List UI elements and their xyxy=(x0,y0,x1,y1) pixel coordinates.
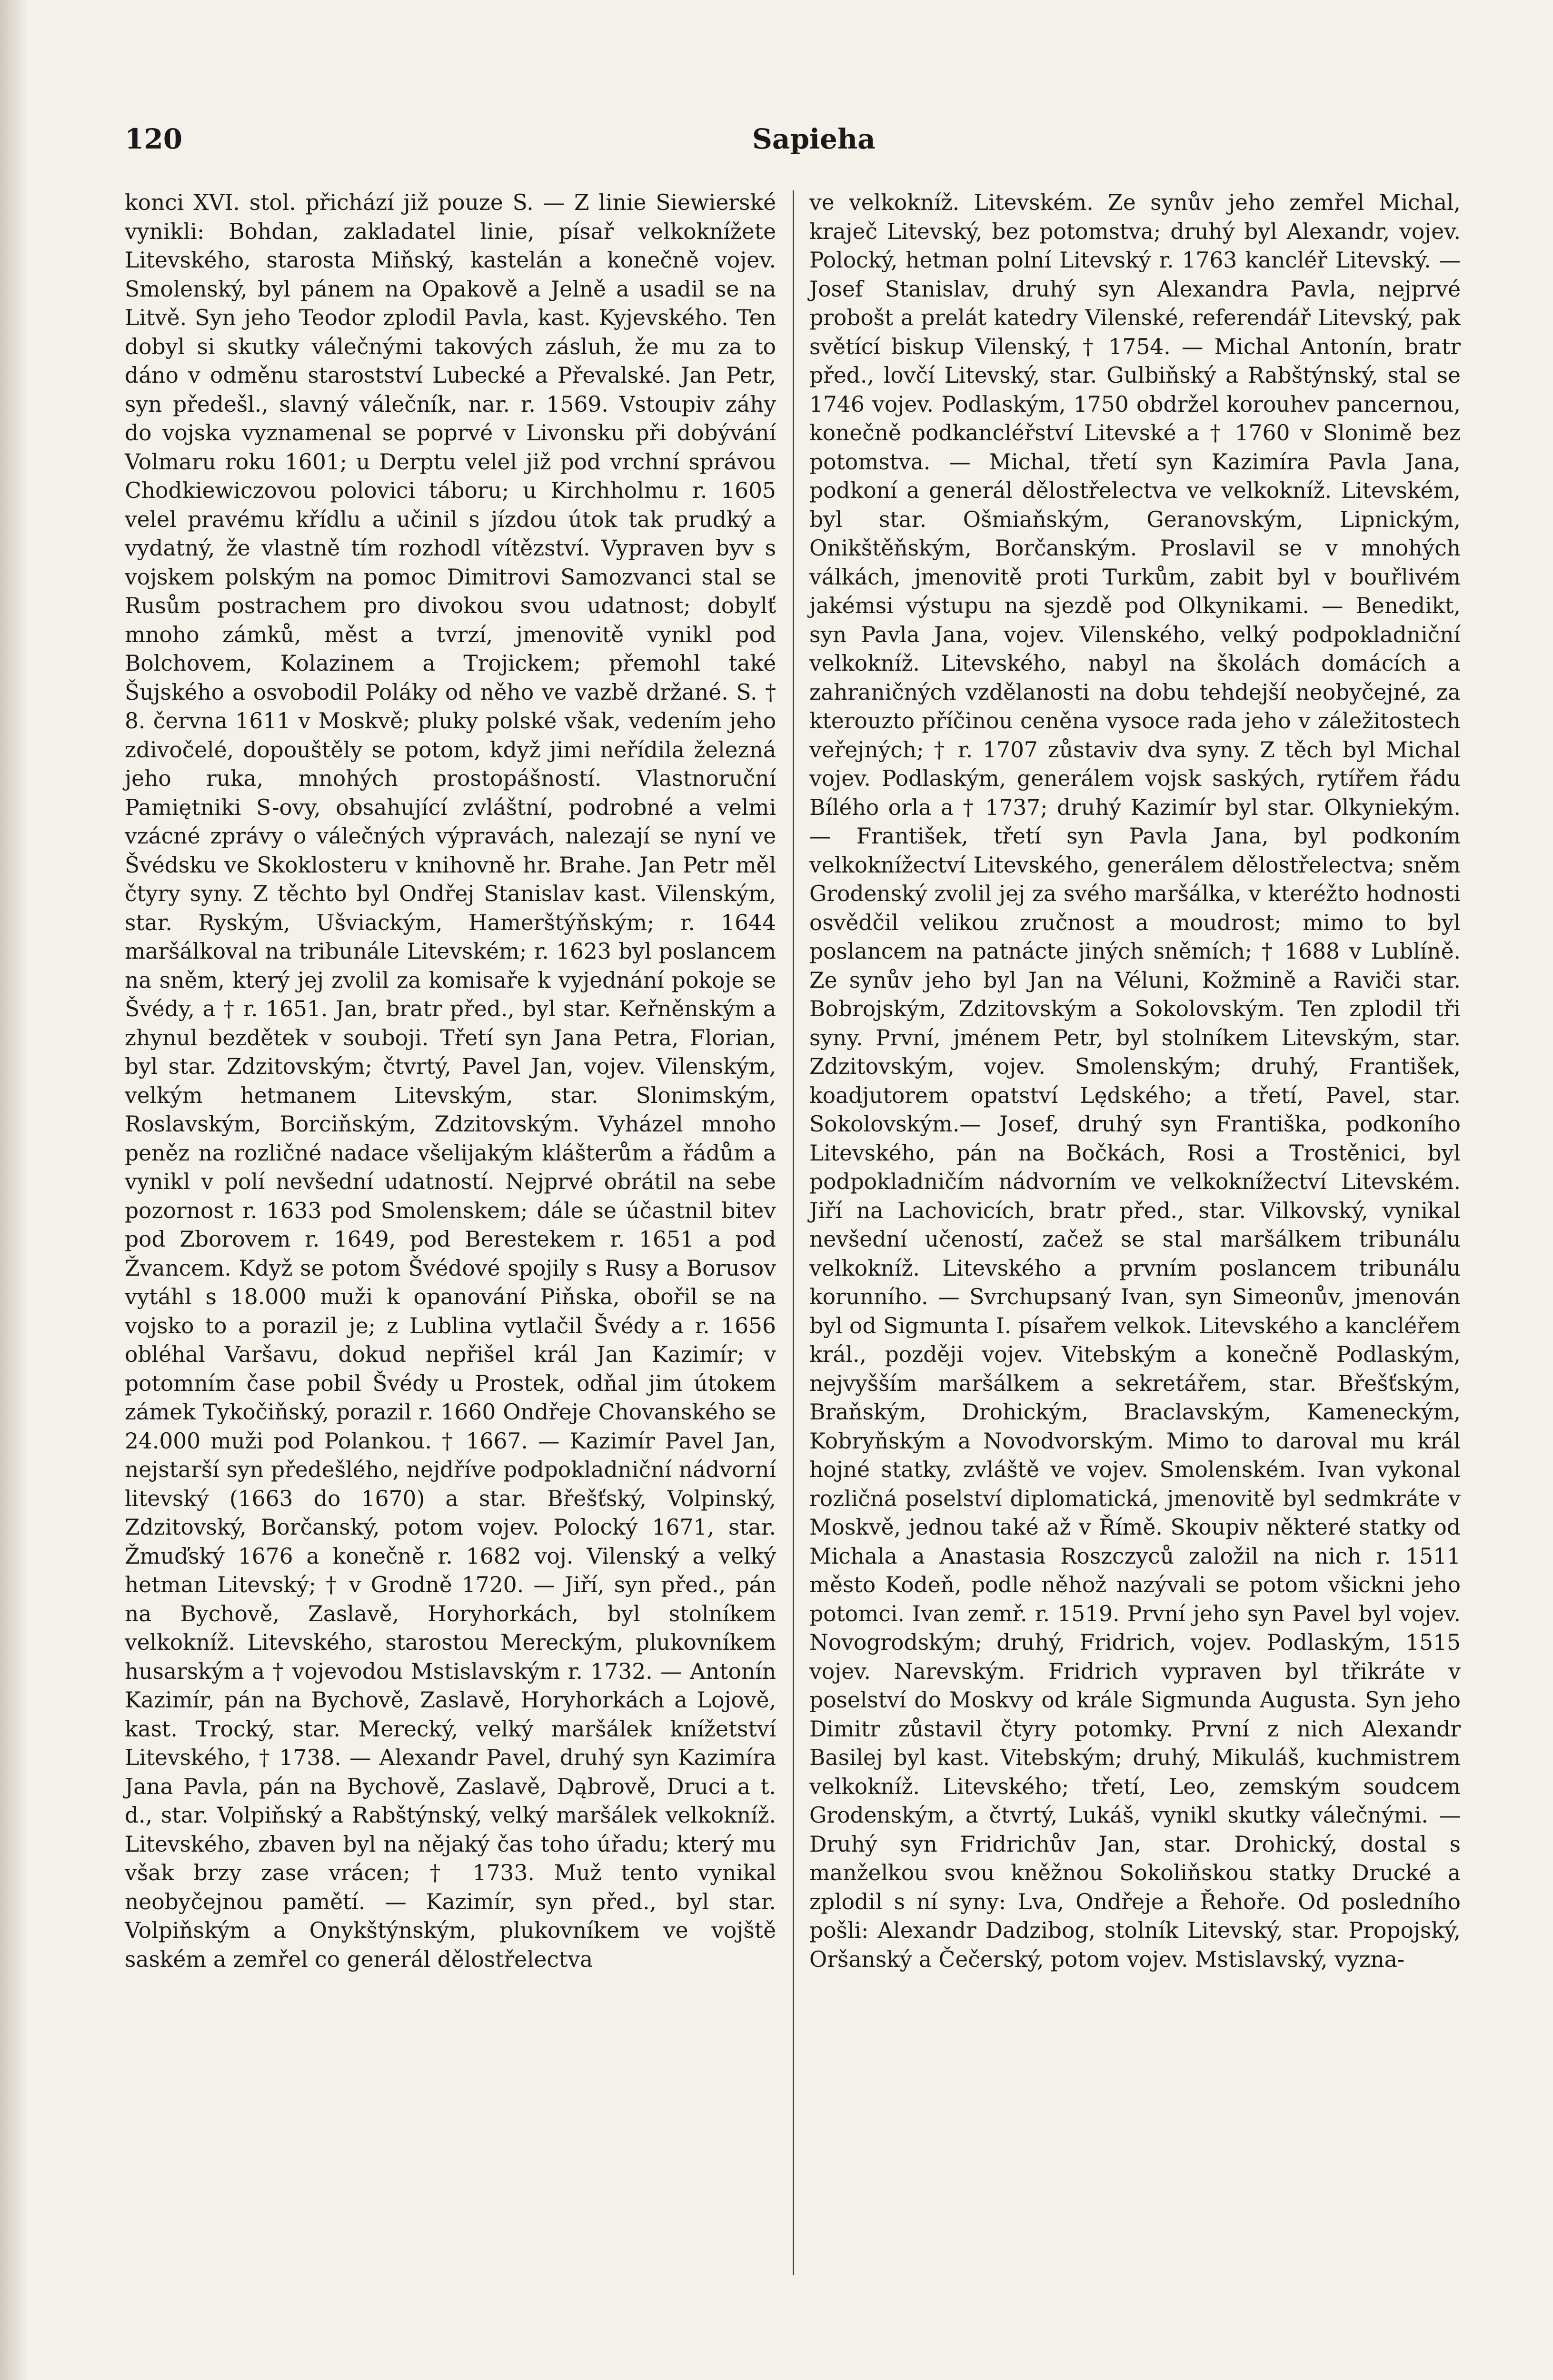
binding-shadow xyxy=(0,0,29,2380)
column-divider xyxy=(793,190,794,2275)
right-column xyxy=(809,188,1461,1974)
left-column-text: konci XVI. stol. přichází již pouze S. — Z linie Siewierské vynikli: Bohdan, zakladatel linie, písař velkoknížete Litevského, starosta Miňský, kastelán a konečně vojev. Smolenský, byl pánem na Opakově a Jelně a usadil se na Litvě. Syn jeho Teodor zplodil Pavla, kast. Kyjevského. Ten dobyl si skutky válečnými takových zásluh, že mu za to dáno v odměnu starostství Lubecké a Převalské. Jan Petr, syn předešl., slavný válečník, nar. r. 1569. Vstoupiv záhy do vojska vyznamenal se poprvé v Livonsku při dobývání Volmaru roku 1601; u Derptu velel již pod vrchní správou Chodkiewiczovou polovici táboru; u Kirchholmu r. 1605 velel pravému křídlu a učinil s jízdou útok tak prudký a vydatný, že vlastně tím rozhodl vítězství. Vypraven byv s vojskem polským na pomoc Dimitrovi Samozvanci stal se Rusům postrachem pro divokou svou udatnost; dobylť mnoho zámků, měst a tvrzí, jmenovitě vynikl pod Bolchovem, Kolazinem a Trojickem; přemohl také Šujského a osvobodil Poláky od něho ve vazbě držané. S. † 8. června 1611 v Moskvě; pluky polské však, vedením jeho zdivočelé, dopouštěly se potom, když jimi neřídila železná jeho ruka, mnohých prostopášností. Vlastnoruční Pamiętniki S-ovy, obsahující zvláštní, podrobné a velmi vzácné zprávy o válečných výpravách, nalezají se nyní ve Švédsku ve Skoklosteru v knihovně hr. Brahe. Jan Petr měl čtyry syny. Z těchto byl Ondřej Stanislav kast. Vilenským, star. Ryským, Ušviackým, Hamerštýňským; r. 1644 maršálkoval na tribunále Litevském; r. 1623 byl poslancem na sněm, který jej zvolil za komisaře k vyjednání pokoje se Švédy, a † r. 1651. Jan, bratr před., byl star. Keřněnským a zhynul bezdětek v souboji. Třetí syn Jana Petra, Florian, byl star. Zdzitovským; čtvrtý, Pavel Jan, vojev. Vilenským, velkým hetmanem Litevským, star. Slonimským, Roslavským, Borciňským, Zdzitovským. Vyházel mnoho peněz na rozličné nadace všelijakým klášterům a řádům a vynikl v polí nevšední udatností. Nejprvé obrátil na sebe pozornost r. 1633 pod Smolenskem; dále se účastnil bitev pod Zborovem r. 1649, pod Berestekem r. 1651 a pod Žvancem. Když se potom Švédové spojily s Rusy a Borusov vytáhl s 18.000 muži k opanování Piňska, obořil se na vojsko to a porazil je; z Lublina vytlačil Švédy a r. 1656 obléhal Varšavu, dokud nepřišel král Jan Kazimír; v potomním čase pobil Švédy u Prostek, odňal jim útokem zámek Tykočiňský, porazil r. 1660 Ondřeje Chovanského se 24.000 muži pod Polankou. † 1667. — Kazimír Pavel Jan, nejstarší syn předešlého, nejdříve podpokladniční nádvorní litevský (1663 do 1670) a star. Břešťský, Volpinský, Zdzitovský, Borčanský, potom vojev. Polocký 1671, star. Žmuďský 1676 a konečně r. 1682 voj. Vilenský a velký hetman Litevský; † v Grodně 1720. — Jiří, syn před., pán na Bychově, Zaslavě, Horyhorkách, byl stolníkem velkokníž. Litevského, starostou Mereckým, plukovníkem husarským a † vojevodou Mstislavským r. 1732. — Antonín Kazimír, pán na Bychově, Zaslavě, Horyhorkách a Lojově, kast. Trocký, star. Merecký, velký maršálek knížetství Litevského, † 1738. — Alexandr Pavel, druhý syn Kazimíra Jana Pavla, pán na Bychově, Zaslavě, Dąbrově, Druci a t. d., star. Volpiňský a Rabštýnský, velký maršálek velkokníž. Litevského, zbaven byl na nějaký čas toho úřadu; který mu však brzy zase vrácen; † 1733. Muž tento vynikal neobyčejnou pamětí. — Kazimír, syn před., byl star. Volpiňským a Onykštýnským, plukovníkem ve vojště saském a zemřel co generál dělostřelectva xyxy=(125,190,776,1972)
left-column xyxy=(125,188,776,1974)
running-head-title: Sapieha xyxy=(752,123,876,155)
right-column-text: ve velkokníž. Litevském. Ze synův jeho zemřel Michal, kraječ Litevský, bez potomstva; druhý byl Alexandr, vojev. Polocký, hetman polní Litevský r. 1763 kancléř Litevský. — Josef Stanislav, druhý syn Alexandra Pavla, nejprvé probošt a prelát katedry Vilenské, referendář Litevský, pak světící biskup Vilenský, † 1754. — Michal Antonín, bratr před., lovčí Litevský, star. Gulbiňský a Rabštýnský, stal se 1746 vojev. Podlaským, 1750 obdržel korouhev pancernou, konečně podkancléřství Litevské a † 1760 v Slonimě bez potomstva. — Michal, třetí syn Kazimíra Pavla Jana, podkoní a generál dělostřelectva ve velkokníž. Litevském, byl star. Ošmiaňským, Geranovským, Lipnickým, Onikštěňským, Borčanským. Proslavil se v mnohých válkách, jmenovitě proti Turkům, zabit byl v bouřlivém jakémsi výstupu na sjezdě pod Olkynikami. — Benedikt, syn Pavla Jana, vojev. Vilenského, velký podpokladniční velkokníž. Litevského, nabyl na školách domácích a zahraničných vzdělanosti na dobu tehdejší neobyčejné, za kterouzto příčinou ceněna vysoce rada jeho v záležitostech veřejných; † r. 1707 zůstaviv dva syny. Z těch byl Michal vojev. Podlaským, generálem vojsk saských, rytířem řádu Bílého orla a † 1737; druhý Kazimír byl star. Olkyniekým. — František, třetí syn Pavla Jana, byl podkoním velkoknížectví Litevského, generálem dělostřelectva; sněm Grodenský zvolil jej za svého maršálka, v kteréžto hodnosti osvědčil velikou zručnost a moudrost; mimo to byl poslancem na patnácte jiných sněmích; † 1688 v Lublíně. Ze synův jeho byl Jan na Véluni, Kožmině a Raviči star. Bobrojským, Zdzitovským a Sokolovským. Ten zplodil tři syny. První, jménem Petr, byl stolníkem Litevským, star. Zdzitovským, vojev. Smolenským; druhý, František, koadjutorem opatství Lędského; a třetí, Pavel, star. Sokolovským.— Josef, druhý syn Františka, podkoního Litevského, pán na Bočkách, Rosi a Trostěnici, byl podpokladničím nádvorním ve velkoknížectví Litevském. Jiří na Lachovicích, bratr před., star. Vilkovský, vynikal nevšední učeností, začež se stal maršálkem tribunálu velkokníž. Litevského a prvním poslancem tribunálu korunního. — Svrchupsaný Ivan, syn Simeonův, jmenován byl od Sigmunta I. písařem velkok. Litevského a kancléřem král., později vojev. Vitebským a konečně Podlaským, nejvyšším maršálkem a sekretářem, star. Břešťským, Braňským, Drohickým, Braclavským, Kameneckým, Kobryňským a Novodvorským. Mimo to daroval mu král hojné statky, zvláště ve vojev. Smolenském. Ivan vykonal rozličná poselství diplomatická, jmenovitě byl sedmkráte v Moskvě, jednou také až v Římě. Skoupiv některé statky od Michala a Anastasia Roszczyců založil na nich r. 1511 město Kodeň, podle něhož nazývali se potom všickni jeho potomci. Ivan zemř. r. 1519. První jeho syn Pavel byl vojev. Novogrodským; druhý, Fridrich, vojev. Podlaským, 1515 vojev. Narevským. Fridrich vypraven byl třikráte v poselství do Moskvy od krále Sigmunda Augusta. Syn jeho Dimitr zůstavil čtyry potomky. První z nich Alexandr Basilej byl kast. Vitebským; druhý, Mikuláš, kuchmistrem velkokníž. Litevského; třetí, Leo, zemským soudcem Grodenským, a čtvrtý, Lukáš, vynikl skutky válečnými. — Druhý syn Fridrichův Jan, star. Drohický, dostal s manželkou svou kněžnou Sokoliňskou statky Drucké a zplodil s ní syny: Lva, Ondřeje a Řehoře. Od posledního pošli: Alexandr Dadzibog, stolník Litevský, star. Propojský, Oršanský a Čečerský, potom vojev. Mstislavský, vyzna- xyxy=(809,190,1461,1972)
page-number: 120 xyxy=(125,123,183,155)
